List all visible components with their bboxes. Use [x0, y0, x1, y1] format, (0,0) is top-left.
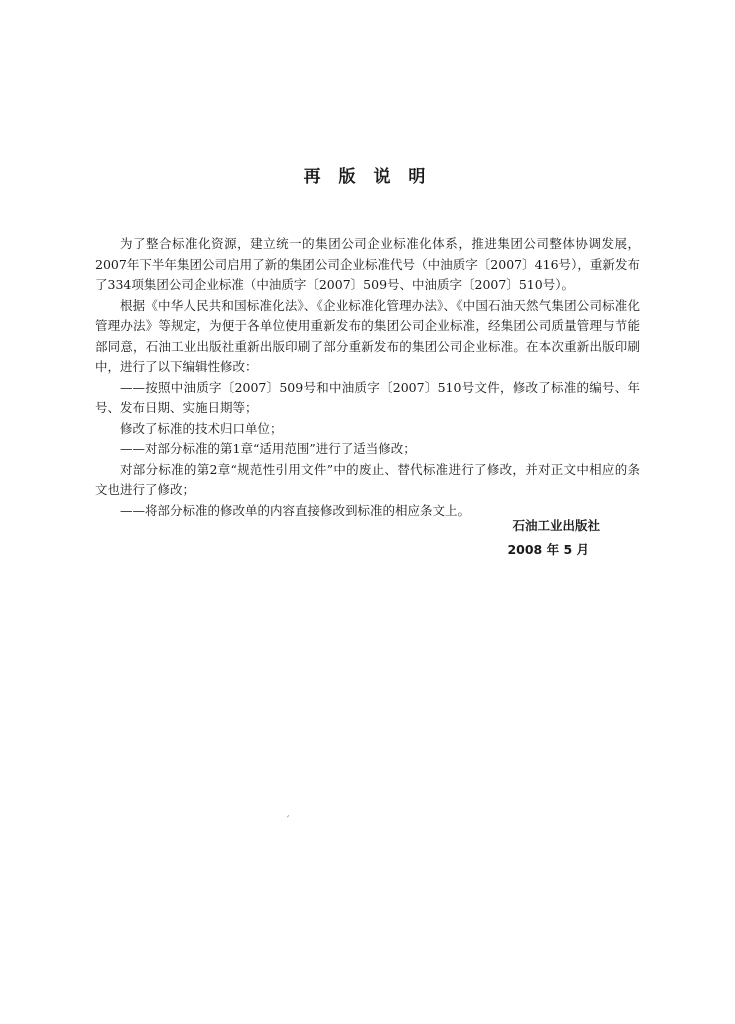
list-item-amendments: ——将部分标准的修改单的内容直接修改到标准的相应条文上。	[120, 502, 471, 518]
stray-mark: ′	[287, 815, 290, 826]
signature-publisher: 石油工业出版社	[512, 518, 600, 533]
list-item-normative-references: 对部分标准的第2章“规范性引用文件”中的废止、替代标准进行了修改，并对正文中相应的条文也进行了修改；	[95, 461, 640, 497]
paragraph-background: 为了整合标准化资源，建立统一的集团公司企业标准化体系，推进集团公司整体协调发展，2007年下半年集团公司启用了新的集团公司企业标准代号（中油质字〔2007〕416号），重新发布了334项集团公司企业标准（中油质字〔2007〕509号、中油质字〔2007〕510号）。	[95, 236, 640, 292]
list-item-technical-unit: 修改了标准的技术归口单位；	[120, 420, 283, 436]
list-item-numbering: ——按照中油质字〔2007〕509号和中油质字〔2007〕510号文件，修改了标准的编号、年号、发布日期、实施日期等；	[95, 379, 640, 415]
signature-date: 2008 年 5 月	[507, 542, 589, 557]
page-title: 再 版 说 明	[303, 167, 432, 187]
paragraph-basis: 根据《中华人民共和国标准化法》、《企业标准化管理办法》、《中国石油天然气集团公司标准化管理办法》等规定，为便于各单位使用重新发布的集团公司企业标准，经集团公司质量管理与节能部同意，石油工业出版社重新出版印刷了部分重新发布的集团公司企业标准。在本次重新出版印刷中，进行了以下编辑性修改：	[95, 297, 640, 374]
list-item-scope: ——对部分标准的第1章“适用范围”进行了适当修改；	[120, 441, 416, 456]
document-body	[95, 234, 640, 521]
